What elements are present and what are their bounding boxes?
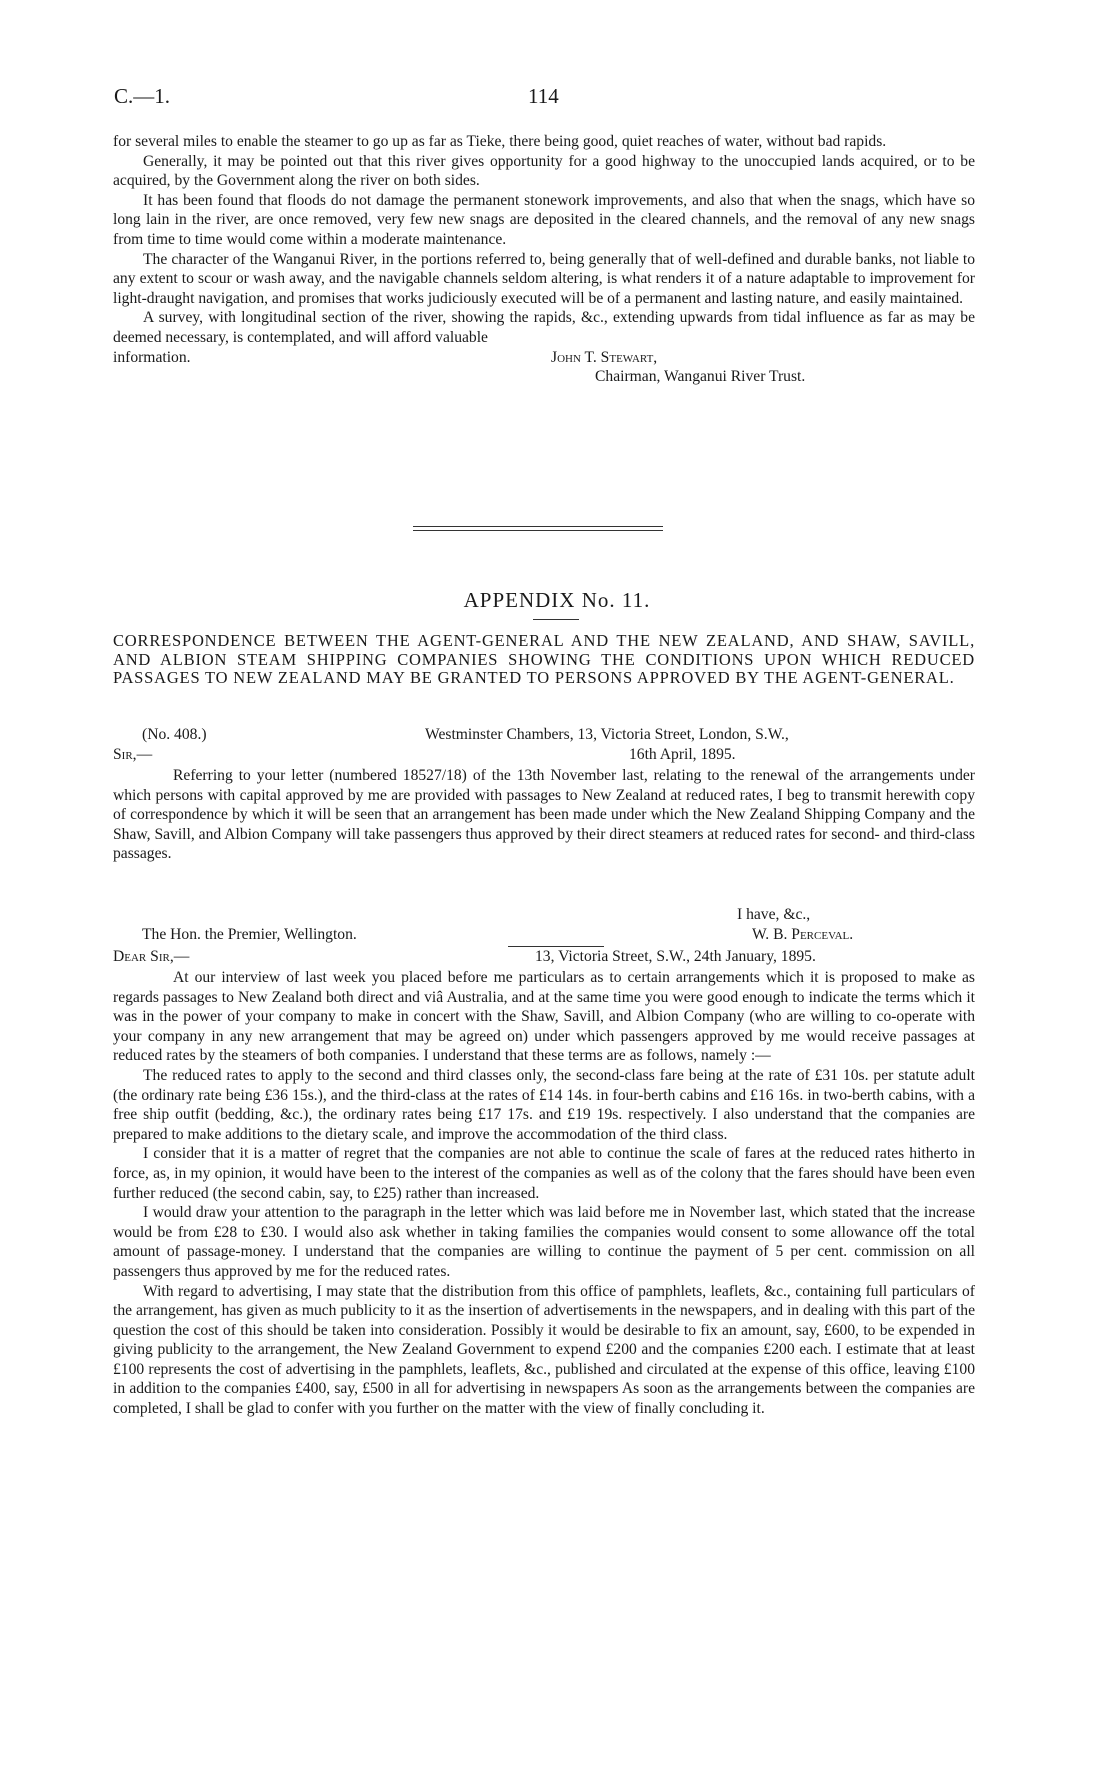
letter-number: (No. 408.)	[142, 726, 207, 743]
report-continuation	[113, 132, 975, 387]
appendix-title: CORRESPONDENCE BETWEEN THE AGENT-GENERAL AND THE NEW ZEALAND, AND SHAW, SAVILL, AND ALBION STEAM SHIPPING COMPANIES SHOWING THE CONDITIONS UPON WHICH REDUCED PASSAGES TO NEW ZEALAND MAY BE GRANTED TO PERSONS APPROVED BY THE AGENT-GENERAL.	[113, 631, 975, 688]
signatory-title-row	[113, 367, 975, 387]
appendix-heading: APPENDIX No. 11.	[463, 588, 651, 612]
paragraph: for several miles to enable the steamer to go up as far as Tieke, there being good, quiet reaches of water, without bad rapids.	[113, 133, 887, 150]
letter-closing: I have, &c.,	[737, 906, 811, 923]
letter-separator	[508, 946, 604, 947]
signature-row	[113, 348, 975, 368]
letter-body	[113, 766, 975, 864]
paragraph: It has been found that floods do not damage the permanent stonework improvements, and also that when the snags, which have so long lain in the river, are once removed, very few new snags are deposited in the cleared channels, and the removal of any new snags from time to time would come within a moderate maintenance.	[113, 191, 975, 248]
paragraph: The character of the Wanganui River, in the portions referred to, being generally that of well-defined and durable banks, not liable to any extent to scour or wash away, and the navigable channels seldom altering, is what renders it of a nature adaptable to improvement for light-draught navigation, and promises that works judiciously executed will be of a permanent and lasting nature, and easily maintained.	[113, 250, 975, 307]
letter-address-date: 13, Victoria Street, S.W., 24th January, 1895.	[535, 948, 816, 965]
letter-salutation: Sir,—	[113, 746, 153, 763]
letter-date: 16th April, 1895.	[629, 746, 736, 763]
letter-address: Westminster Chambers, 13, Victoria Street, London, S.W.,	[425, 726, 789, 743]
letter-salutation: Dear Sir,—	[113, 948, 190, 965]
heading-rule	[533, 619, 579, 620]
section-divider	[413, 526, 663, 527]
paragraph: Generally, it may be pointed out that this river gives opportunity for a good highway to the unoccupied lands acquired, or to be acquired, by the Government along the river on both sides.	[113, 152, 975, 190]
paragraph: With regard to advertising, I may state that the distribution from this office of pamphlets, leaflets, &c., containing full particulars of the arrangement, has given as much publicity to it as the insertion of advertisements in the newspapers, and in dealing with this part of the question the cost of this should be taken into consideration. Possibly it would be desirable to fix an amount, say, £600, to be expended in giving publicity to the arrangement, the New Zealand Government to expend £200 and the companies £200 each. I estimate that at least £100 represents the cost of advertising in the pamphlets, leaflets, &c., published and circulated at the expense of this office, leaving £100 in addition to the companies £400, say, £500 in all for advertising in newspapers As soon as the arrangements between the companies are completed, I shall be glad to confer with you further on the matter with the view of finally concluding it.	[113, 1282, 975, 1418]
document-reference: C.—1.	[114, 84, 171, 108]
paragraph: The reduced rates to apply to the second and third classes only, the second-class fare being at the rate of £31 10s. per statute adult (the ordinary rate being £36 15s.), and the third-class at the rates of £14 14s. in four-berth cabins and £16 16s. in two-berth cabins, with a free ship outfit (bedding, &c.), the ordinary rates being £17 17s. and £19 19s. respectively. I also understand that the companies are prepared to make additions to the dietary scale, and improve the accommodation of the third class.	[113, 1066, 975, 1143]
signatory-title: Chairman, Wanganui River Trust.	[595, 368, 806, 386]
page-number: 114	[528, 84, 559, 108]
letter-signatory: W. B. Perceval.	[752, 926, 854, 943]
letter-body	[113, 968, 975, 1419]
paragraph: I would draw your attention to the paragraph in the letter which was laid before me in November last, which stated that the increase would be from £28 to £30. I would also ask whether in taking families the companies would consent to some allowance off the total amount of passage-money. I understand that the companies are willing to continue the payment of 5 per cent. commission on all passengers thus approved by me for the reduced rates.	[113, 1204, 975, 1280]
letter-addressee: The Hon. the Premier, Wellington.	[142, 926, 357, 943]
section-divider	[413, 530, 663, 531]
paragraph: At our interview of last week you placed before me particulars as to certain arrangements which it is proposed to make as regards passages to New Zealand both direct and viâ Australia, and at the same time you were good enough to indicate the terms which it was in the power of your company to make in concert with the Shaw, Savill, and Albion Company (who are willing to co-operate with your company in any new arrangement that may be agreed on) under which passengers approved by me would receive passages at reduced rates by the steamers of both companies. I understand that these terms are as follows, namely :—	[113, 969, 975, 1065]
paragraph: I consider that it is a matter of regret that the companies are not able to continue the scale of fares at the reduced rates hitherto in force, as, in my opinion, it would have been to the interest of the companies as well as of the colony that the fares should have been even further reduced (the second cabin, say, to £25) rather than increased.	[113, 1145, 975, 1202]
signatory-name: John T. Stewart,	[551, 348, 658, 366]
paragraph: Referring to your letter (numbered 18527/18) of the 13th November last, relating to the renewal of the arrangements under which persons with capital approved by me are provided with passages to New Zealand at reduced rates, I beg to transmit herewith copy of correspondence by which it will be seen that an arrangement has been made under which the New Zealand Shipping Company and the Shaw, Savill, and Albion Company will take passengers thus approved by their direct steamers at reduced rates for second- and third-class passages.	[113, 767, 975, 863]
paragraph: A survey, with longitudinal section of the river, showing the rapids, &c., extending upwards from tidal influence as far as may be deemed necessary, is contemplated, and will afford valuable	[113, 309, 975, 346]
paragraph-end: information.	[113, 348, 191, 366]
